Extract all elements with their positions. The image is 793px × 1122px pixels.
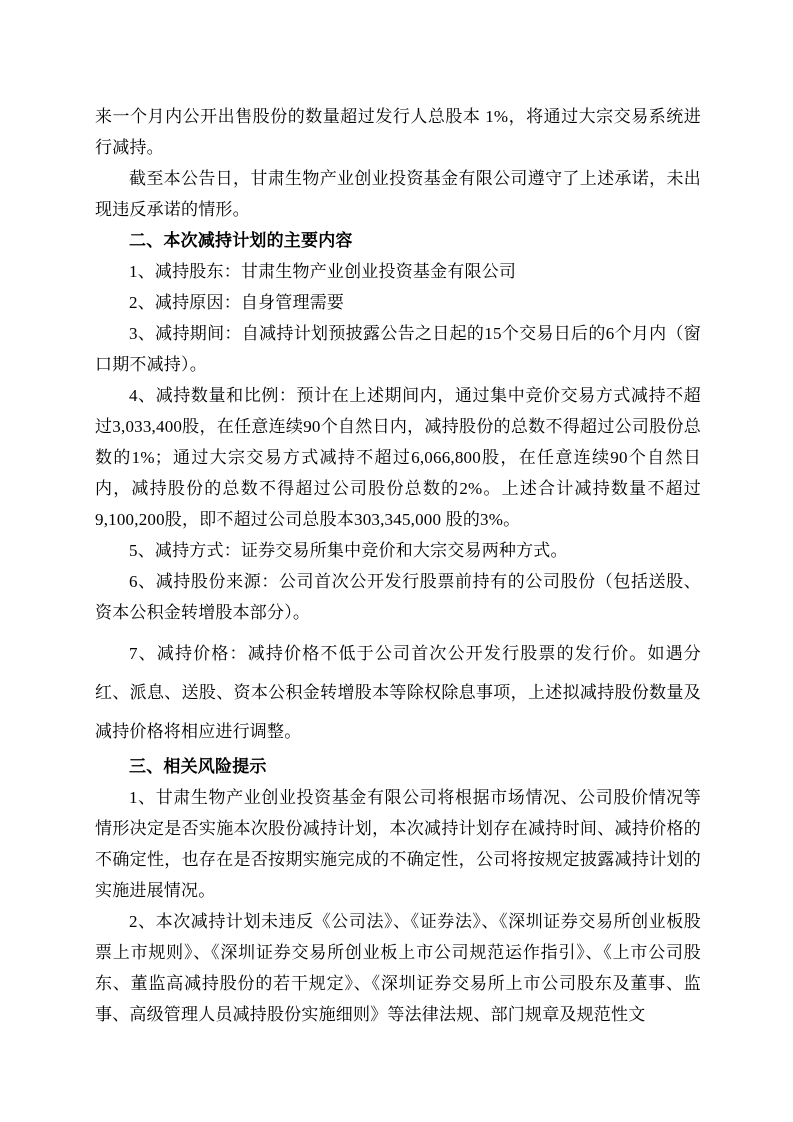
paragraph: 5、减持方式：证券交易所集中竞价和大宗交易两种方式。 (129, 541, 568, 560)
section-heading: 三、相关风险提示 (129, 757, 267, 776)
paragraph: 1、减持股东：甘肃生物产业创业投资基金有限公司 (129, 262, 517, 281)
paragraph: 7、减持价格：减持价格不低于公司首次公开发行股票的发行价。如遇分红、派息、送股、资本公积金转增股本等除权除息事项，上述拟减持股份数量及减持价格将相应进行调整。 (95, 644, 701, 741)
paragraph: 截至本公告日，甘肃生物产业创业投资基金有限公司遵守了上述承诺，未出现违反承诺的情形。 (95, 169, 701, 219)
section-heading: 二、本次减持计划的主要内容 (129, 231, 353, 250)
paragraph: 2、减持原因：自身管理需要 (129, 293, 345, 312)
paragraph: 6、减持股份来源：公司首次公开发行股票前持有的公司股份（包括送股、资本公积金转增股本部分）。 (95, 572, 701, 622)
paragraph: 来一个月内公开出售股份的数量超过发行人总股本 1%，将通过大宗交易系统进行减持。 (95, 107, 701, 157)
paragraph: 4、减持数量和比例：预计在上述期间内，通过集中竞价交易方式减持不超过3,033,400股，在任意连续90个自然日内，减持股份的总数不得超过公司股份总数的1%；通过大宗交易方式减持不超过6,066,800股，在任意连续90个自然日内，减持股份的总数不得超过公司股份总数的2%。上述合计减持数量不超过9,100,200股，即不超过公司总股本303,345,000 股的3%。 (95, 386, 701, 529)
paragraph: 2、本次减持计划未违反《公司法》、《证券法》、《深圳证券交易所创业板股票上市规则》、《深圳证券交易所创业板上市公司规范运作指引》、《上市公司股东、董监高减持股份的若干规定》、《深圳证券交易所上市公司股东及董事、监事、高级管理人员减持股份实施细则》等法律法规、部门规章及规范性文 (95, 912, 701, 1024)
paragraph: 3、减持期间：自减持计划预披露公告之日起的15个交易日后的6个月内（窗口期不减持）。 (95, 324, 701, 374)
paragraph: 1、甘肃生物产业创业投资基金有限公司将根据市场情况、公司股价情况等情形决定是否实施本次股份减持计划，本次减持计划存在减持时间、减持价格的不确定性，也存在是否按期实施完成的不确定性，公司将按规定披露减持计划的实施进展情况。 (95, 788, 701, 900)
document-body (95, 101, 701, 1030)
